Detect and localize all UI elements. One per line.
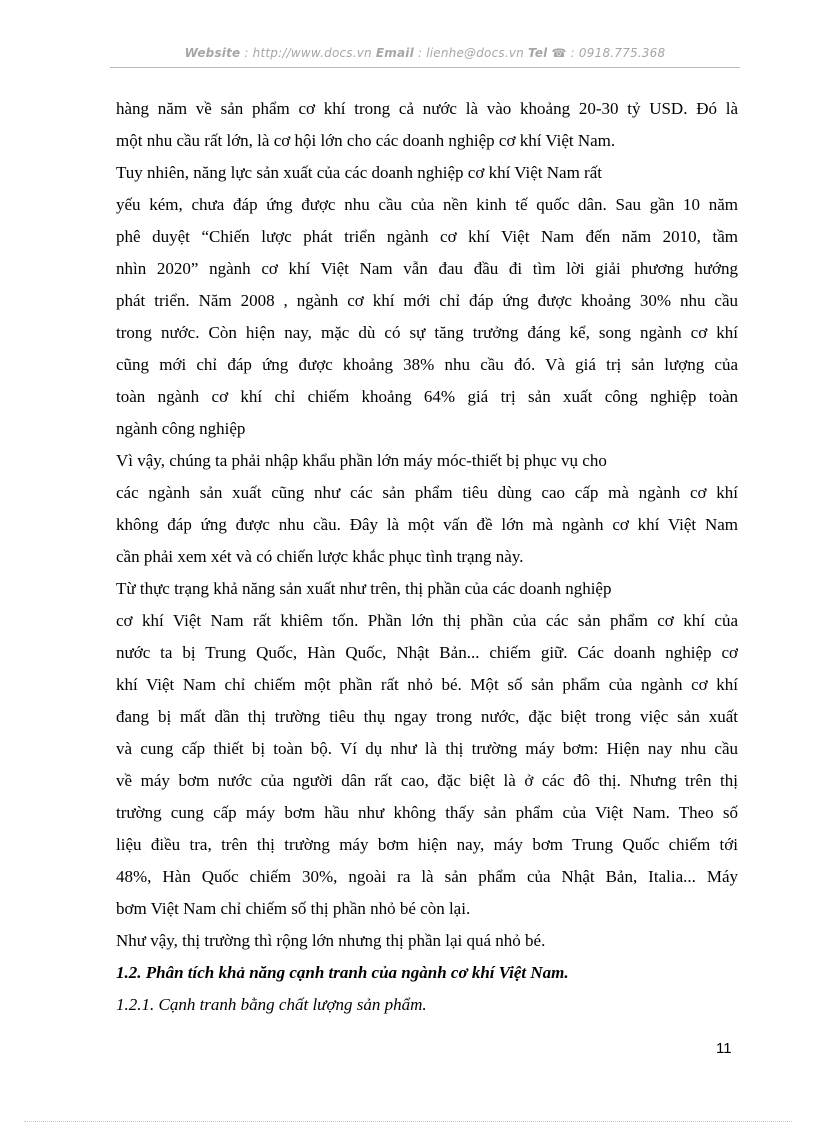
header-divider <box>110 67 740 68</box>
text-line: cần phải xem xét và có chiến lược khắc phục tình trạng này. <box>116 547 524 566</box>
text-line: trường cung cấp máy bơm hầu như không thấy sản phẩm của Việt Nam. Theo số <box>116 803 738 822</box>
text-line: Từ thực trạng khả năng sản xuất như trên, thị phần của các doanh nghiệp <box>116 579 612 598</box>
page-number: 11 <box>716 1040 732 1057</box>
text-line: đang bị mất dần thị trường tiêu thụ ngay trong nước, đặc biệt trong việc sản xuất <box>116 707 738 726</box>
text-line: ngành công nghiệp <box>116 419 246 438</box>
text-line: nước ta bị Trung Quốc, Hàn Quốc, Nhật Bản... chiếm giữ. Các doanh nghiệp cơ <box>116 643 738 662</box>
text-line: và cung cấp thiết bị toàn bộ. Ví dụ như là thị trường máy bơm: Hiện nay nhu cầu <box>116 739 738 758</box>
text-line: hàng năm về sản phẩm cơ khí trong cả nước là vào khoảng 20-30 tỷ USD. Đó là <box>116 99 738 118</box>
text-line: 48%, Hàn Quốc chiếm 30%, ngoài ra là sản phẩm của Nhật Bản, Italia... Máy <box>116 867 738 886</box>
text-line: về máy bơm nước của người dân rất cao, đặc biệt là ở các đô thị. Nhưng trên thị <box>116 771 738 790</box>
text-line: phê duyệt “Chiến lược phát triển ngành cơ khí Việt Nam đến năm 2010, tầm <box>116 227 738 246</box>
text-line: cũng mới chỉ đáp ứng được khoảng 38% nhu cầu đó. Và giá trị sản lượng của <box>116 355 738 374</box>
page-header <box>110 46 740 60</box>
text-line: Tuy nhiên, năng lực sản xuất của các doanh nghiệp cơ khí Việt Nam rất <box>116 163 602 182</box>
text-line: yếu kém, chưa đáp ứng được nhu cầu của nền kinh tế quốc dân. Sau gần 10 năm <box>116 195 738 214</box>
header-website-value: : http://www.docs.vn <box>244 46 372 60</box>
header-website-label: Website <box>184 46 241 60</box>
text-line: toàn ngành cơ khí chỉ chiếm khoảng 64% giá trị sản xuất công nghiệp toàn <box>116 387 738 406</box>
subsection-heading: 1.2.1. Cạnh tranh bằng chất lượng sản phẩm. <box>116 995 427 1014</box>
text-line: cơ khí Việt Nam rất khiêm tốn. Phần lớn thị phần của các sản phẩm cơ khí của <box>116 611 738 630</box>
text-line: khí Việt Nam chỉ chiếm một phần rất nhỏ bé. Một số sản phẩm của ngành cơ khí <box>116 675 738 694</box>
text-line: bơm Việt Nam chỉ chiếm số thị phần nhỏ bé còn lại. <box>116 899 471 918</box>
header-tel-label: Tel <box>528 46 548 60</box>
text-line: Vì vậy, chúng ta phải nhập khẩu phần lớn máy móc-thiết bị phục vụ cho <box>116 451 607 470</box>
body-text <box>116 93 738 1021</box>
header-email-value: : lienhe@docs.vn <box>417 46 524 60</box>
text-line: các ngành sản xuất cũng như các sản phẩm tiêu dùng cao cấp mà ngành cơ khí <box>116 483 738 502</box>
footer-divider <box>24 1121 792 1122</box>
text-line: một nhu cầu rất lớn, là cơ hội lớn cho các doanh nghiệp cơ khí Việt Nam. <box>116 131 616 150</box>
text-line: không đáp ứng được nhu cầu. Đây là một vấn đề lớn mà ngành cơ khí Việt Nam <box>116 515 738 534</box>
text-line: phát triển. Năm 2008 , ngành cơ khí mới chỉ đáp ứng được khoảng 30% nhu cầu <box>116 291 738 310</box>
section-heading: 1.2. Phân tích khả năng cạnh tranh của ngành cơ khí Việt Nam. <box>116 963 569 982</box>
header-email-label: Email <box>375 46 414 60</box>
header-tel-value: ☎ : 0918.775.368 <box>551 46 666 60</box>
text-line: trong nước. Còn hiện nay, mặc dù có sự tăng trưởng đáng kể, song ngành cơ khí <box>116 323 738 342</box>
text-line: nhìn 2020” ngành cơ khí Việt Nam vẫn đau đầu đi tìm lời giải phương hướng <box>116 259 738 278</box>
text-line: Như vậy, thị trường thì rộng lớn nhưng thị phần lại quá nhỏ bé. <box>116 931 546 950</box>
text-line: liệu điều tra, trên thị trường máy bơm hiện nay, máy bơm Trung Quốc chiếm tới <box>116 835 738 854</box>
